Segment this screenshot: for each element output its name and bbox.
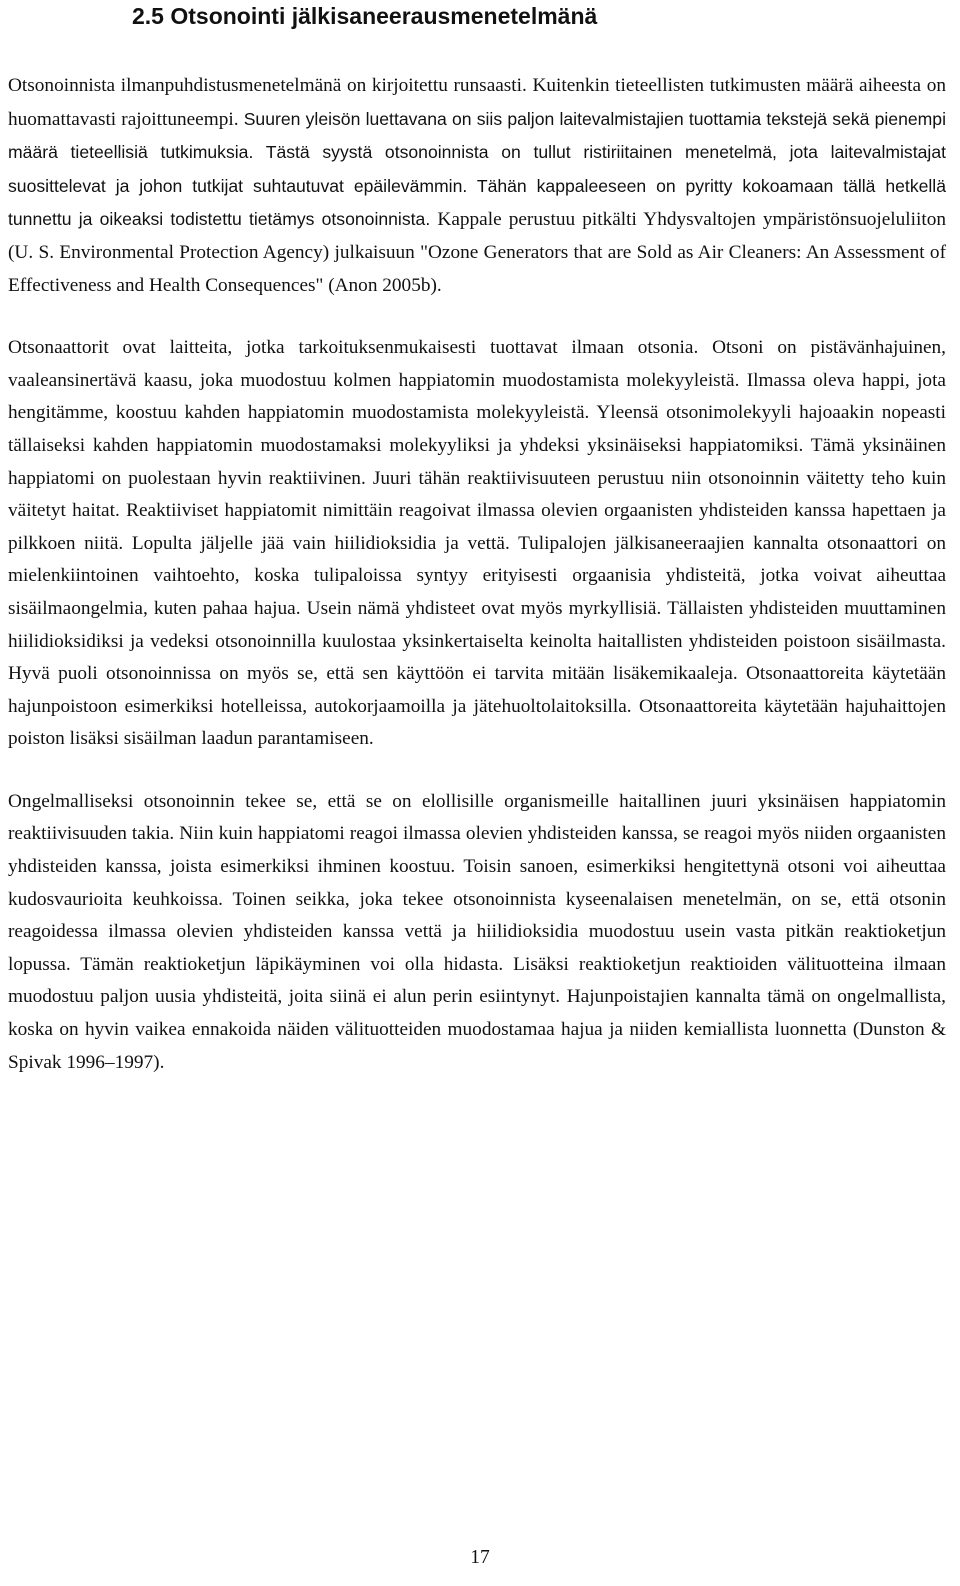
- paragraph-3-text: Ongelmalliseksi otsonoinnin tekee se, että se on elollisille organismeille haitallinen juuri yksinäisen happiatomin reaktiivisuuden takia. Niin kuin happiatomi reagoi ilmassa olevien yhdisteiden kanssa, se reagoi myös niiden orgaanisten yhdisteiden kanssa, joista esimerkiksi ihminen koostuu. Toisin sanoen, esimerkiksi hengitettynä otsoni voi aiheuttaa kudosvaurioita keuhkoissa. Toinen seikka, joka tekee otsonoinnista kyseenalaisen menetelmän, on se, että otsonin reagoidessa ilmassa olevien yhdisteiden kanssa vettä ja hiilidioksidia muodostuu usein vasta pitkän reaktioketjun lopussa. Tämän reaktioketjun läpikäyminen voi olla hidasta. Lisäksi reaktioketjun reaktioiden välituotteina ilmaan muodostuu paljon uusia yhdisteitä, joita siinä ei alun perin esiintynyt. Hajunpoistajien kannalta tämä on ongelmallista, koska on hyvin vaikea ennakoida näiden välituotteiden muodostamaa hajua ja niiden kemiallista luonnetta (Dunston & Spivak 1996–1997).: [8, 790, 946, 1073]
- paragraph-3: [8, 786, 946, 1079]
- section-title: 2.5 Otsonointi jälkisaneerausmenetelmänä: [132, 3, 598, 29]
- paragraph-1-sentence-1: Otsonoinnista ilmanpuhdistusmenetelmänä on kirjoitettu runsaasti.: [8, 75, 533, 96]
- paragraph-2-text: Otsonaattorit ovat laitteita, jotka tarkoituksenmukaisesti tuottavat ilmaan otsonia. Otsoni on pistävänhajuinen, vaaleansinertävä kaasu, joka muodostuu kolmen happiatomin muodostamista molekyyleistä. Ilmassa oleva happi, jota hengitämme, koostuu kahden happiatomin muodostamista molekyyleistä. Yleensä otsonimolekyyli hajoaakin nopeasti tällaiseksi kahden happiatomin muodostamaksi molekyyliksi ja yhdeksi yksinäiseksi happiatomiksi. Tämä yksinäinen happiatomi on puolestaan hyvin reaktiivinen. Juuri tähän reaktiivisuuteen perustuu niin otsonoinnin väitetty teho kuin väitetyt haitat. Reaktiiviset happiatomit nimittäin reagoivat ilmassa olevien orgaanisten yhdisteiden kanssa hapettaen ja pilkkoen niitä. Lopulta jäljelle jää vain hiilidioksidia ja vettä. Tulipalojen jälkisaneeraajien kannalta otsonaattori on mielenkiintoinen vaihtoehto, koska tulipaloissa syntyy erityisesti orgaanisia yhdisteitä, jotka voivat aiheuttaa sisäilmaongelmia, kuten pahaa hajua. Usein nämä yhdisteet ovat myös myrkyllisiä. Tällaisten yhdisteiden muuttaminen hiilidioksidiksi ja vedeksi otsonoinnilla kuulostaa yksinkertaiselta keinolta haitallisten yhdisteiden poistoon sisäilmasta. Hyvä puoli otsonoinnissa on myös se, että sen käyttöön ei tarvita mitään lisäkemikaaleja. Otsonaattoreita käytetään hajunpoistoon esimerkiksi hotelleissa, autokorjaamoilla ja jätehuoltolaitoksilla. Otsonaattoreita käytetään hajuhaittojen poiston lisäksi sisäilman laadun parantamiseen.: [8, 337, 946, 750]
- paragraph-1-sentence-4: Tähän kappaleeseen on pyritty kokoamaan tällä hetkellä tunnettu ja oikeaksi todistettu tietämys otsonoinnista.: [8, 175, 946, 230]
- paragraph-1-sentence-5: Kappale perustuu pitkälti Yhdysvaltojen ympäristönsuojeluliiton (U. S. Environmental Protection Agency) julkaisuun "Ozone Generators that are Sold as Air Cleaners: An Assessment of Effectiveness and Health Consequences" (Anon 2005b).: [8, 209, 946, 296]
- paragraph-1-sentence-3: Suuren yleisön luettavana on siis paljon laitevalmistajien tuottamia tekstejä sekä pienempi määrä tieteellisiä tutkimuksia. Tästä syystä otsonoinnista on tullut ristiriitainen menetelmä, jota laitevalmistajat suosittelevat ja johon tutkijat suhtautuvat epäilevämmin.: [8, 108, 946, 196]
- paragraph-2: [8, 332, 946, 756]
- page-number: 17: [470, 1547, 490, 1568]
- paragraph-1-sentence-2: Kuitenkin tieteellisten tutkimusten määrä aiheesta on huomattavasti rajoittuneempi.: [8, 75, 946, 130]
- paragraph-1: [8, 70, 946, 302]
